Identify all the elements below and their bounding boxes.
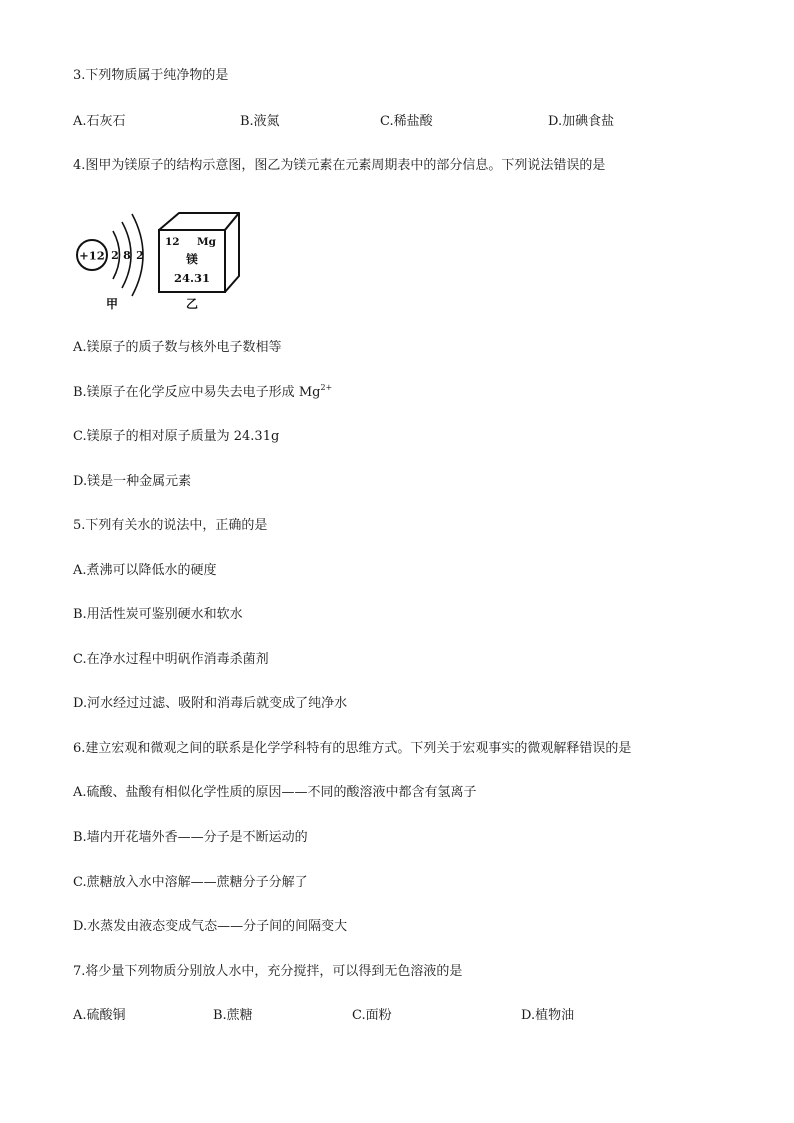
q7-option-b: B.蔗糖: [213, 1008, 253, 1023]
q3-option-d: D.加碘食盐: [548, 114, 615, 129]
q6-option-a: A.硫酸、盐酸有相似化学性质的原因——不同的酸溶液中都含有氢离子: [73, 785, 477, 800]
q7-stem: 7.将少量下列物质分别放人水中，充分搅拌，可以得到无色溶液的是: [73, 964, 463, 979]
q4-option-a: A.镁原子的质子数与核外电子数相等: [73, 340, 282, 355]
q4-option-b-text: B.镁原子在化学反应中易失去电子形成 Mg: [73, 385, 321, 400]
shell-1-electrons: 2: [111, 249, 119, 262]
atomic-number: 12: [165, 236, 180, 248]
periodic-table-cube: [159, 213, 239, 311]
q4-option-b: [73, 384, 332, 402]
nucleus-charge: +12: [79, 248, 105, 263]
q5-option-b: B.用活性炭可鉴别硬水和软水: [73, 607, 243, 622]
q7-option-a: A.硫酸铜: [73, 1008, 126, 1023]
figure-label-b: 乙: [185, 297, 199, 311]
q5-option-c: C.在净水过程中明矾作消毒杀菌剂: [73, 652, 269, 667]
q7-option-d: D.植物油: [521, 1008, 575, 1023]
shell-2-electrons: 8: [123, 249, 131, 262]
q6-option-d: D.水蒸发由液态变成气态——分子间的间隔变大: [73, 919, 348, 934]
q6-option-c: C.蔗糖放入水中溶解——蔗糖分子分解了: [73, 875, 308, 890]
q4-option-c: C.镁原子的相对原子质量为 24.31g: [73, 429, 280, 444]
magnesium-figure: [66, 198, 256, 313]
q6-option-b: B.墙内开花墙外香——分子是不断运动的: [73, 830, 308, 845]
atomic-mass: 24.31: [173, 271, 211, 285]
q3-stem: 3.下列物质属于纯净物的是: [73, 68, 229, 83]
q5-stem: 5.下列有关水的说法中，正确的是: [73, 518, 268, 533]
q4-option-d: D.镁是一种金属元素: [73, 474, 192, 489]
atom-structure-diagram: [77, 214, 144, 311]
element-symbol: Mg: [197, 236, 216, 248]
magnesium-figure-svg: [66, 198, 256, 313]
q3-option-c: C.稀盐酸: [380, 114, 433, 129]
q7-option-c: C.面粉: [352, 1008, 392, 1023]
shell-3-electrons: 2: [136, 249, 144, 262]
q5-option-a: A.煮沸可以降低水的硬度: [73, 563, 217, 578]
q3-option-b: B.液氮: [240, 114, 280, 129]
q3-option-a: A.石灰石: [73, 114, 126, 129]
figure-label-a: 甲: [105, 297, 119, 311]
q5-option-d: D.河水经过过滤、吸附和消毒后就变成了纯净水: [73, 696, 348, 711]
element-name: 镁: [186, 252, 198, 266]
q4-stem: 4.图甲为镁原子的结构示意图，图乙为镁元素在元素周期表中的部分信息。下列说法错误的是: [73, 158, 606, 173]
q4-option-b-charge: 2+: [320, 383, 333, 392]
q6-stem: 6.建立宏观和微观之间的联系是化学学科特有的思维方式。下列关于宏观事实的微观解释错误的是: [73, 741, 632, 756]
